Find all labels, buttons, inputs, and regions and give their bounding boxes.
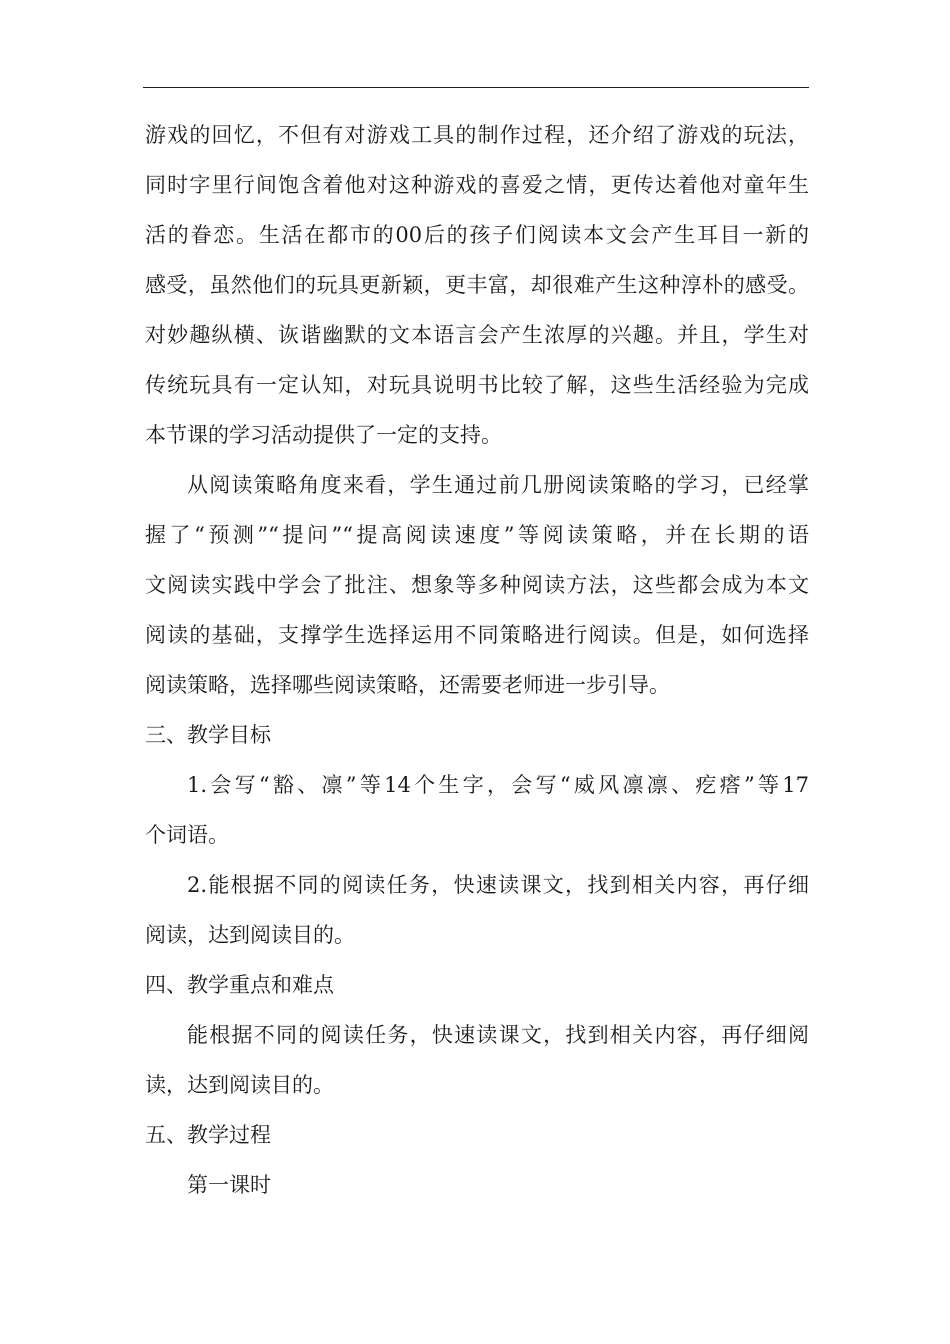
text-line: 三、教学目标	[145, 723, 271, 747]
text-line: 本节课的学习活动提供了一定的支持。	[145, 423, 502, 447]
text-line: 从阅读策略角度来看，学生通过前几册阅读策略的学习，已经掌	[187, 473, 809, 497]
text-line: 能根据不同的阅读任务，快速读课文，找到相关内容，再仔细阅	[187, 1023, 809, 1047]
text-line: 1.会写“豁、凛”等14个生字，会写“威风凛凛、疙瘩”等17	[187, 773, 809, 797]
text-line: 阅读，达到阅读目的。	[145, 923, 355, 947]
text-line: 四、教学重点和难点	[145, 973, 334, 997]
text-line: 游戏的回忆，不但有对游戏工具的制作过程，还介绍了游戏的玩法，	[145, 123, 809, 147]
text-line: 对妙趣纵横、诙谐幽默的文本语言会产生浓厚的兴趣。并且，学生对	[145, 323, 809, 347]
header-rule	[143, 87, 809, 88]
document-body	[145, 110, 809, 1210]
text-line: 文阅读实践中学会了批注、想象等多种阅读方法，这些都会成为本文	[145, 573, 809, 597]
text-line: 阅读的基础，支撑学生选择运用不同策略进行阅读。但是，如何选择	[145, 623, 809, 647]
text-line: 活的眷恋。生活在都市的00后的孩子们阅读本文会产生耳目一新的	[145, 223, 809, 247]
text-line: 五、教学过程	[145, 1123, 271, 1147]
text-line: 第一课时	[187, 1173, 271, 1197]
text-line: 2.能根据不同的阅读任务，快速读课文，找到相关内容，再仔细	[187, 873, 809, 897]
text-line: 传统玩具有一定认知，对玩具说明书比较了解，这些生活经验为完成	[145, 373, 809, 397]
text-line: 同时字里行间饱含着他对这种游戏的喜爱之情，更传达着他对童年生	[145, 173, 809, 197]
text-line: 读，达到阅读目的。	[145, 1073, 334, 1097]
text-line: 阅读策略，选择哪些阅读策略，还需要老师进一步引导。	[145, 673, 670, 697]
text-line: 握了“预测”“提问”“提高阅读速度”等阅读策略，并在长期的语	[145, 523, 809, 547]
text-line: 个词语。	[145, 823, 229, 847]
text-line: 感受，虽然他们的玩具更新颖，更丰富，却很难产生这种淳朴的感受。	[145, 273, 809, 297]
